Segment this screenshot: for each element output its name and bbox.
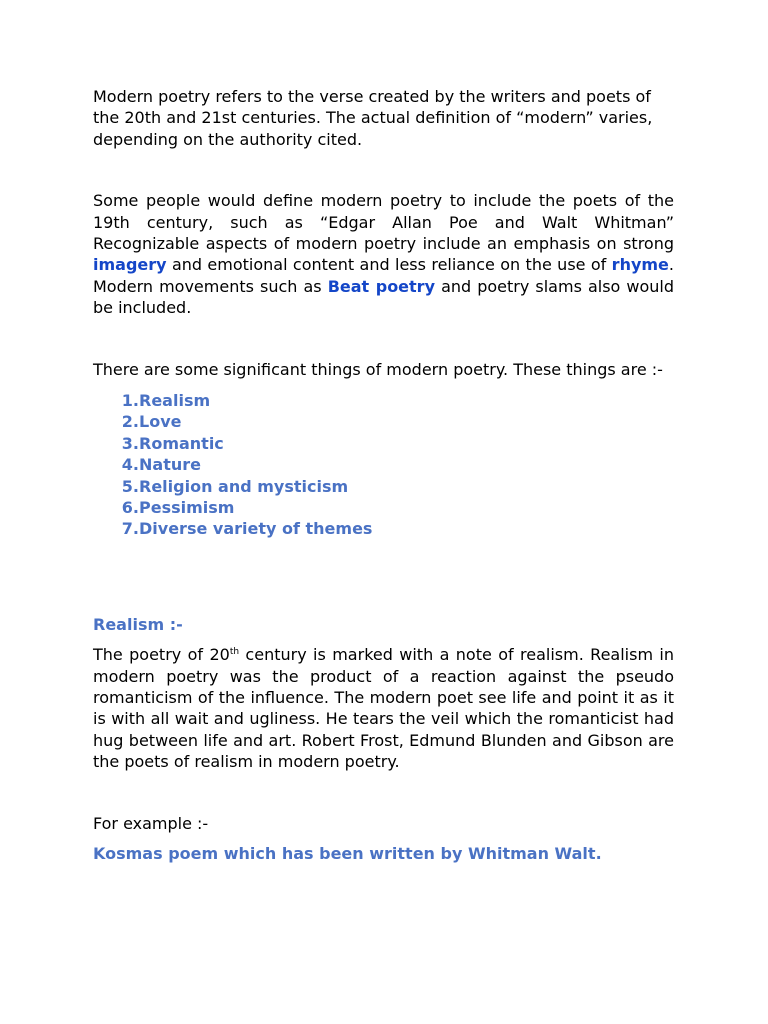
theme-label: Nature — [139, 455, 201, 475]
theme-number: 5. — [121, 476, 139, 496]
realism-heading: Realism :- — [93, 614, 183, 634]
intro-paragraph: Modern poetry refers to the verse created by the writers and poets of the 20th and 21st centuries. The actual definition of “modern” varies, depending on the authority cited. — [93, 87, 653, 149]
theme-item — [115, 476, 674, 497]
themes-list — [115, 390, 674, 540]
theme-number: 4. — [121, 455, 139, 475]
theme-label: Religion and mysticism — [139, 476, 349, 496]
theme-number: 6. — [121, 498, 139, 518]
theme-item — [115, 411, 674, 432]
theme-item — [115, 518, 674, 539]
theme-item — [115, 433, 674, 454]
theme-number: 2. — [121, 412, 139, 432]
realism-text-rest: century is marked with a note of realism. Realism in modern poetry was the product of a reaction against the pseudo romanticism of the influence. The modern poet see life and point it as it is with all wait and ugliness. He tears the veil which the romanticist had hug between life and art. Robert Frost, Edmund Blunden and Gibson are the poets of realism in modern poetry. — [93, 645, 675, 772]
realism-paragraph — [93, 644, 674, 772]
example-text: Kosmas poem which has been written by Whitman Walt. — [93, 844, 602, 864]
definition-paragraph — [93, 190, 674, 318]
theme-item — [115, 454, 674, 475]
rhyme-link[interactable]: rhyme — [611, 255, 669, 275]
theme-label: Pessimism — [139, 498, 235, 518]
beat-poetry-link[interactable]: Beat poetry — [327, 276, 436, 296]
definition-text-2: and emotional content and less reliance on the use of — [166, 255, 612, 275]
theme-number: 3. — [121, 433, 139, 453]
imagery-link[interactable]: imagery — [93, 255, 167, 275]
theme-label: Realism — [139, 391, 211, 411]
theme-label: Love — [139, 412, 182, 432]
document-page — [93, 86, 674, 864]
example-label: For example :- — [93, 813, 209, 833]
definition-text-1: Some people would define modern poetry to include the poets of the 19th century, such as “Edgar Allan Poe and Walt Whitman” Recognizable aspects of modern poetry include an emphasis on strong — [93, 191, 674, 254]
definition-text-3: . Modern movements such as — [93, 255, 674, 296]
theme-item — [115, 497, 674, 518]
theme-item — [115, 390, 674, 411]
realism-superscript: th — [229, 647, 240, 658]
theme-number: 7. — [121, 519, 139, 539]
realism-text-start: The poetry of 20 — [93, 645, 230, 665]
theme-label: Diverse variety of themes — [139, 519, 373, 539]
definition-text-4: and poetry slams also would be included. — [93, 276, 675, 318]
theme-label: Romantic — [139, 433, 224, 453]
significant-things-paragraph: There are some significant things of modern poetry. These things are :- — [93, 359, 663, 379]
theme-number: 1. — [121, 391, 139, 411]
